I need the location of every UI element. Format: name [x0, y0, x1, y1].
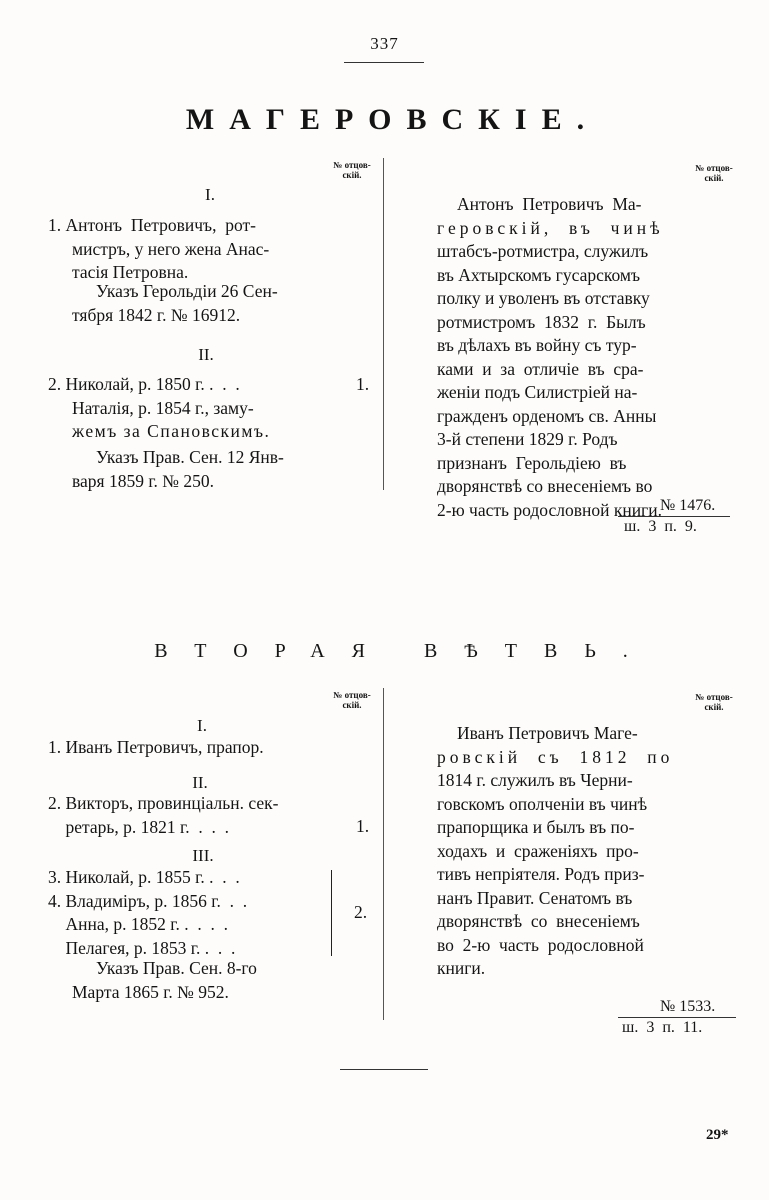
ivan-biography: Иванъ Петровичъ Маге- ровскій съ 1812 по 1814 г. служилъ въ Черни- говскомъ ополченіи въ чинѣ прапорщика и былъ въ по- ходахъ и сраженіяхъ про- тивъ непріятеля. Родъ приз- нанъ Правит. Сенатомъ въ дворянствѣ со внесеніемъ во 2-ю часть родословной книги. [437, 723, 674, 978]
page-number-rule [344, 62, 424, 63]
right-column-header-2: № отцов- скій. [695, 692, 733, 712]
printer-signature: 29* [706, 1127, 729, 1143]
left-column-header: № отцов- скій. [333, 160, 371, 180]
branch-title: ВТОРАЯ ВѢТВЬ. [154, 640, 655, 662]
generation-I-2: I. [197, 716, 207, 735]
left-column-divider [383, 158, 384, 490]
left-column-divider-2 [383, 688, 384, 1020]
record-number-2: № 1533. [660, 998, 716, 1015]
persons-generation-III: 3. Николай, р. 1855 г. . . . 4. Владиміръ, р. 1856 г. . . Анна, р. 1852 г. . . . . Пелагея, р. 1853 г. . . . [48, 867, 248, 958]
generation-III: III. [192, 846, 214, 865]
decree-heraldry-1842: Указъ Герольдіи 26 Сен- тября 1842 г. № 16912. [72, 281, 278, 325]
sibling-brace [331, 870, 332, 956]
record-rule [618, 516, 730, 517]
father-number-3: 2. [354, 902, 368, 922]
record-rule-2 [618, 1017, 736, 1018]
page-title: МАГЕРОВСКІЕ. [185, 103, 600, 136]
right-column-header: № отцов- скій. [695, 163, 733, 183]
record-location: ш. 3 п. 9. [624, 518, 697, 535]
generation-II-2: II. [192, 773, 208, 792]
generation-I: I. [205, 185, 215, 204]
person-viktor: 2. Викторъ, провинціальн. сек- ретарь, р. 1821 г. . . . [48, 793, 279, 837]
father-number-2: 1. [356, 816, 370, 836]
record-number: № 1476. [660, 497, 716, 514]
bottom-rule [340, 1069, 428, 1070]
persons-nikolai-natalia: 2. Николай, р. 1850 г. . . . Наталія, р. 1854 г., заму- жемъ за Спановскимъ. [48, 374, 271, 441]
anton-biography: Антонъ Петровичъ Ма- геровскій, въ чинѣ штабсъ-ротмистра, служилъ въ Ахтырскомъ гусарскомъ полку и уволенъ въ отставку ротмистромъ 1832 г. Былъ въ дѣлахъ въ войну съ тур- ками и за отличіе въ сра- женіи подъ Силистріей на- гражденъ орденомъ св. Анны 3-й степени 1829 г. Родъ признанъ Герольдіею въ дворянствѣ со внесеніемъ во 2-ю часть родословной книги. [437, 194, 664, 520]
father-number: 1. [356, 374, 370, 394]
person-anton: 1. Антонъ Петровичъ, рот- мистръ, у него жена Анас- тасія Петровна. [48, 215, 270, 282]
page-number: 337 [370, 34, 399, 53]
generation-II: II. [198, 345, 214, 364]
person-ivan: 1. Иванъ Петровичъ, прапор. [48, 737, 264, 757]
left-column-header-2: № отцов- скій. [333, 690, 371, 710]
record-location-2: ш. 3 п. 11. [622, 1019, 703, 1036]
decree-senate-1865: Указъ Прав. Сен. 8-го Марта 1865 г. № 952. [72, 958, 257, 1002]
decree-senate-1859: Указъ Прав. Сен. 12 Янв- варя 1859 г. № 250. [72, 447, 284, 491]
